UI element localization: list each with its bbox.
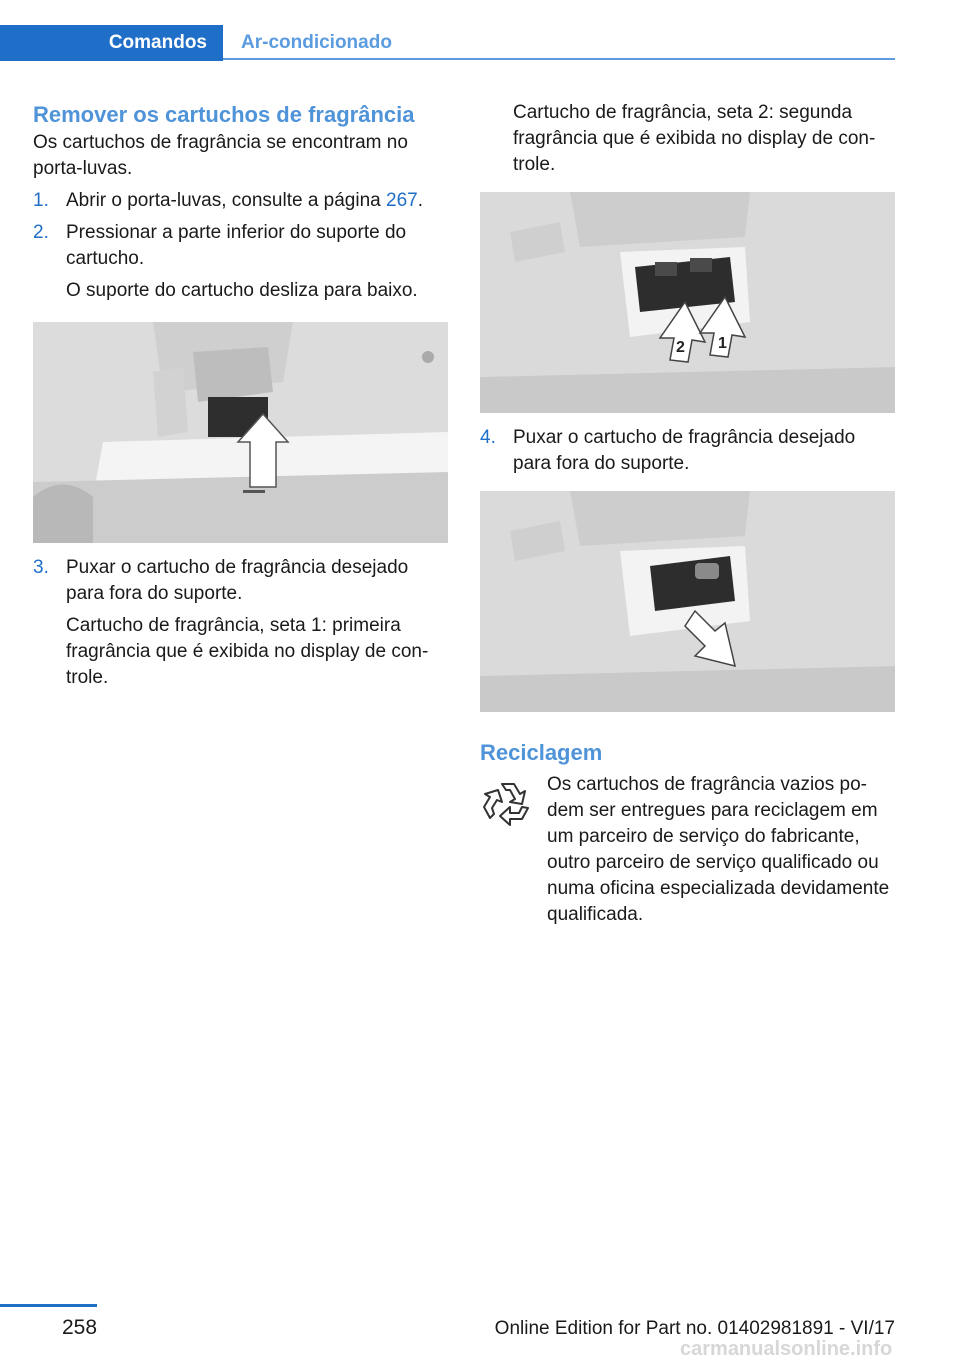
arrow-label-1: 1 [718, 335, 727, 352]
section-heading-remove: Remover os cartuchos de fragrância [33, 102, 415, 127]
tab-comandos[interactable]: Comandos [0, 25, 223, 61]
edition-note: Online Edition for Part no. 01402981891 - VI/17 [494, 1318, 895, 1339]
step-text: Puxar o cartucho de fragrância desejado para fora do suporte. [66, 557, 409, 604]
step-text: Pressionar a parte inferior do suporte do cartucho. [66, 222, 407, 269]
header-rule [223, 58, 895, 60]
step-number: 4. [480, 427, 496, 448]
step-text: Puxar o cartucho de fragrância desejado para fora do suporte. [513, 427, 856, 474]
figure-cartridge-holder-push [33, 322, 448, 543]
step-3-detail: Cartucho de fragrância, seta 1: primeira fragrância que é exibida no display de con-trole. [66, 615, 429, 688]
section-heading-recycling: Reciclagem [480, 740, 603, 765]
tab-ar-condicionado[interactable]: Ar-condicionado [241, 32, 392, 53]
step-3 [33, 555, 448, 607]
intro-paragraph: Os cartuchos de fragrância se encontram no porta-luvas. [33, 132, 408, 179]
recycle-icon [480, 776, 536, 832]
step-2-result: O suporte do cartucho desliza para baixo. [66, 280, 418, 301]
step-1 [33, 188, 448, 214]
step-number: 3. [33, 557, 49, 578]
left-column [33, 100, 448, 691]
arrow-2-detail: Cartucho de fragrância, seta 2: segunda fragrância que é exibida no display de con-trole. [513, 102, 876, 175]
figure-2-illustration [480, 192, 895, 413]
watermark: carmanualsonline.info [680, 1338, 893, 1360]
figure-cartridges-arrows [480, 192, 895, 413]
chapter-header [0, 25, 895, 61]
step-tail: . [417, 190, 423, 211]
step-2 [33, 220, 448, 272]
step-4 [480, 425, 895, 477]
page-link[interactable]: 267 [386, 190, 418, 211]
step-text: Abrir o porta-luvas, consulte a página [66, 190, 387, 211]
figure-1-illustration [33, 322, 448, 543]
step-number: 1. [33, 190, 49, 211]
arrow-label-2: 2 [676, 339, 685, 356]
figure-3-illustration [480, 491, 895, 712]
figure-cartridge-pull-out [480, 491, 895, 712]
recycling-text: Os cartuchos de fragrância vazios po-dem ser entregues para reciclagem em um parceiro de serviço do fabricante, outro parceiro de serviço qualificado ou numa oficina especializada devidamente qualificada. [547, 774, 890, 925]
footer-rule [0, 1304, 97, 1307]
recycling-block [480, 772, 895, 928]
right-column [480, 100, 895, 928]
step-number: 2. [33, 222, 49, 243]
page-number: 258 [62, 1316, 98, 1339]
